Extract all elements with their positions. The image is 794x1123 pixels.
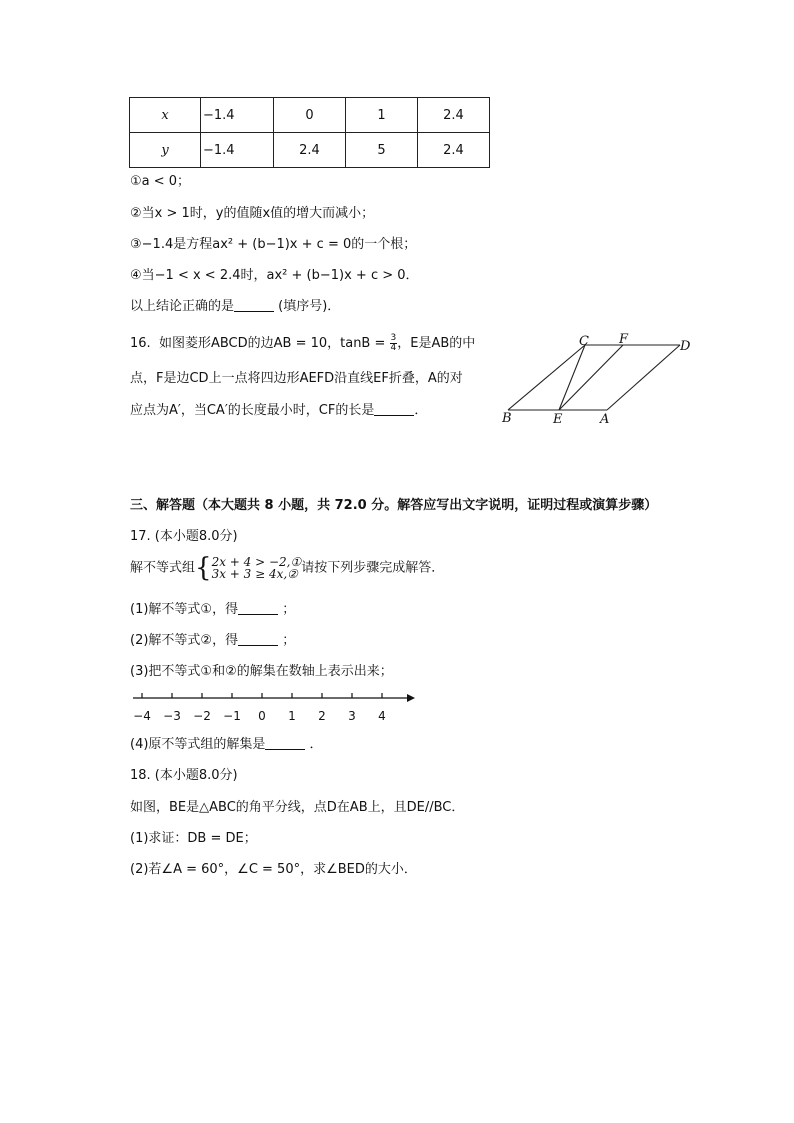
axis-tick-label: 2 — [318, 709, 326, 723]
table-cell: 1 — [346, 98, 418, 133]
axis-tick-labels — [133, 709, 386, 723]
q15-prompt-suffix: (填序号)． — [274, 299, 341, 314]
arrow-right-icon — [407, 694, 415, 702]
q17-intro-b: 请按下列步骤完成解答． — [301, 560, 445, 576]
segment-ef — [559, 345, 623, 410]
axis-tick-label: 1 — [288, 709, 296, 723]
q18-step-2: (2)若∠A = 60°，∠C = 50°，求∠BED的大小． — [130, 862, 417, 877]
q16-text-b: ，E是AB的中 — [397, 336, 476, 351]
label-d: D — [680, 339, 691, 354]
table-cell: −1.4 — [201, 98, 274, 133]
fraction-denominator: 4 — [390, 343, 397, 353]
table-cell: 0 — [274, 98, 346, 133]
q18-header: 18. (本小题8.0分) — [130, 768, 238, 783]
q15-conclusion-1: ①a < 0； — [130, 174, 191, 189]
q16-number: 16. — [130, 336, 151, 351]
q17-step-4-text: (4)原不等式组的解集是 — [130, 737, 266, 752]
q18-step-1: (1)求证：DB = DE； — [130, 831, 257, 846]
q17-step-1 — [130, 601, 295, 619]
q17-intro — [130, 553, 444, 584]
q17-step-1-text: (1)解不等式①，得 — [130, 602, 239, 617]
table-cell: 2.4 — [418, 133, 490, 168]
number-line — [125, 690, 425, 726]
label-f: F — [619, 332, 629, 347]
q16-line-2: 点，F是边CD上一点将四边形AEFD沿直线EF折叠，A的对 — [130, 371, 463, 386]
inequality-system — [212, 556, 302, 580]
label-e: E — [553, 412, 563, 427]
label-c: C — [579, 334, 589, 349]
section-title: 三、解答题（本大题共 8 小题，共 72.0 分。解答应写出文字说明，证明过程或演算步骤） — [130, 498, 658, 513]
q16-text-d: ． — [414, 403, 428, 418]
inequality-1: 2x + 4 > −2,① — [211, 555, 302, 569]
q15-conclusion-3: ③−1.4是方程ax² + (b−1)x + c = 0的一个根； — [130, 237, 417, 252]
axis-tick-label: 0 — [258, 709, 266, 723]
axis-tick-label: −1 — [223, 709, 241, 723]
axis-tick-label: −3 — [163, 709, 181, 723]
answer-blank[interactable] — [265, 737, 305, 750]
answer-blank[interactable] — [238, 633, 278, 646]
q15-conclusion-2: ②当x > 1时，y的值随x值的增大而减小； — [130, 206, 375, 221]
q17-intro-a: 解不等式组 — [130, 560, 196, 576]
table-head-y: y — [130, 133, 201, 168]
answer-blank[interactable] — [234, 299, 274, 312]
q17-step-2-text: (2)解不等式②，得 — [130, 633, 239, 648]
table-head-x: x — [130, 98, 201, 133]
table-row — [130, 98, 490, 133]
q15-conclusion-4: ④当−1 < x < 2.4时，ax² + (b−1)x + c > 0． — [130, 268, 419, 283]
answer-blank[interactable] — [238, 602, 278, 615]
table-cell: 5 — [346, 133, 418, 168]
value-table — [129, 97, 490, 168]
answer-blank[interactable] — [374, 403, 414, 416]
q17-step-1-suffix: ； — [278, 602, 296, 617]
q17-step-2-suffix: ； — [278, 633, 296, 648]
q17-step-4-suffix: ． — [305, 737, 323, 752]
fraction-numerator: 3 — [390, 333, 397, 343]
q17-step-2 — [130, 632, 295, 650]
q16-text-c: 应点为A′，当CA′的长度最小时，CF的长是 — [130, 403, 375, 418]
q16-line-3 — [130, 402, 427, 420]
edge-bc — [508, 345, 585, 410]
edge-da — [607, 345, 680, 410]
segment-ce — [559, 345, 585, 410]
rhombus-figure — [495, 330, 705, 430]
q16-text-a: 如图菱形ABCD的边AB = 10，tanB = — [158, 336, 390, 351]
axis-tick-label: −2 — [193, 709, 211, 723]
inequality-2: 3x + 3 ≥ 4x,② — [211, 567, 298, 581]
label-b: B — [502, 411, 512, 426]
table-row — [130, 133, 490, 168]
q17-step-3: (3)把不等式①和②的解集在数轴上表示出来； — [130, 664, 393, 679]
q15-prompt-text: 以上结论正确的是 — [130, 299, 235, 314]
q15-prompt — [130, 298, 340, 316]
table-cell: 2.4 — [418, 98, 490, 133]
axis-tick-label: 4 — [378, 709, 386, 723]
table-cell: 2.4 — [274, 133, 346, 168]
brace-symbol: { — [195, 553, 212, 583]
axis-tick-label: −4 — [133, 709, 151, 723]
label-a: A — [600, 412, 610, 427]
q17-header: 17. (本小题8.0分) — [130, 529, 238, 544]
q17-step-4 — [130, 736, 323, 754]
q18-intro: 如图，BE是△ABC的角平分线，点D在AB上，且DE//BC． — [130, 800, 465, 815]
table-cell: −1.4 — [201, 133, 274, 168]
q16-line-1 — [130, 334, 475, 353]
axis-ticks — [142, 693, 382, 698]
axis-tick-label: 3 — [348, 709, 356, 723]
